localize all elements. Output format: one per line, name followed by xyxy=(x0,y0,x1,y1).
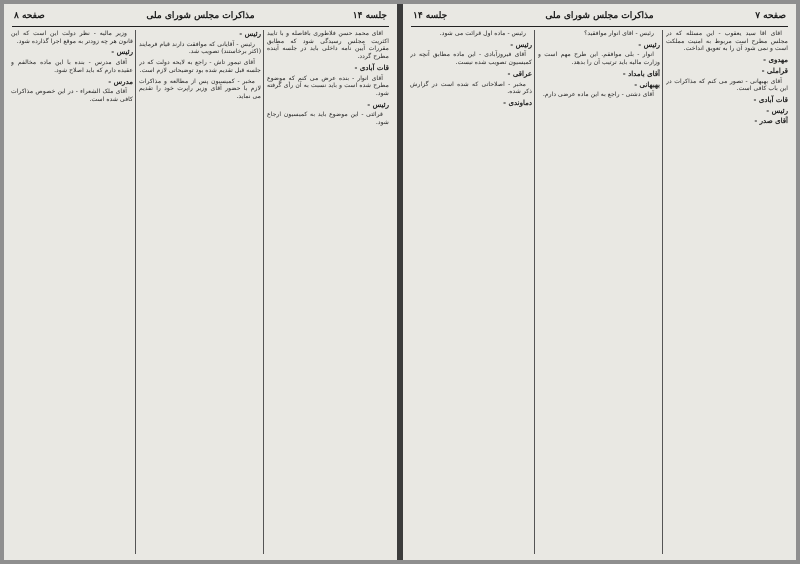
speaker-label: قات آبادی - xyxy=(753,94,788,104)
text-column xyxy=(267,30,389,554)
paragraph: رئیس - آقایانی که موافقت دارند قیام فرمایند (اکثر برخاستند) تصویب شد. xyxy=(139,40,261,56)
columns xyxy=(12,30,389,554)
speaker-label: آقای صدر - xyxy=(754,116,788,126)
paragraph: آقای تیمور تاش - راجع به لایحه دولت که در جلسه قبل تقدیم شده بود توضیحاتی لازم است. xyxy=(139,59,261,74)
header-rule xyxy=(411,26,788,27)
text-column xyxy=(666,30,788,554)
paragraph: وزیر مالیه - نظر دولت این است که این قانون هر چه زودتر به موقع اجرا گذارده شود. xyxy=(11,30,133,45)
page-label: صفحه ۸ xyxy=(14,11,45,21)
speaker-label: رئیس - xyxy=(766,105,788,115)
speaker-label: رئیس - xyxy=(510,39,532,49)
paragraph: مخبر - کمیسیون پس از مطالعه و مذاکرات لازم با حضور آقای وزیر راپرت خود را تقدیم می نماید. xyxy=(139,77,261,100)
speaker-label: بهبهانی - xyxy=(634,79,660,89)
speaker-label: قراملی - xyxy=(761,65,788,75)
header-rule xyxy=(12,26,389,27)
page-header xyxy=(411,10,788,26)
paragraph: آقای بهبهانی - تصور می کنم که مذاکرات در این باب کافی است. xyxy=(666,77,788,93)
speaker-label: رئیس - xyxy=(239,30,261,38)
column-divider xyxy=(662,30,663,554)
left-page xyxy=(4,4,397,560)
paragraph: آقای محمد حسن فلاطوری بافاصله و با تأیید اکثریت مجلس رسیدگی شود که مطابق مقررات آیین نامه داخلی باید در جلسه آینده مطرح گردد. xyxy=(267,30,389,61)
columns xyxy=(411,30,788,554)
paragraph: آقای دشتی - راجع به این ماده عرضی دارم. xyxy=(542,91,654,99)
page-label: صفحه ۷ xyxy=(755,11,786,21)
section-title: مذاکرات مجلس شورای ملی xyxy=(146,11,255,21)
speaker-label: قات آبادی - xyxy=(354,62,389,72)
text-column xyxy=(139,30,261,554)
page-header xyxy=(12,10,389,26)
paragraph: مخبر - اصلاحاتی که شده است در گزارش ذکر شده. xyxy=(410,80,532,96)
column-divider xyxy=(135,30,136,554)
right-page xyxy=(403,4,796,560)
paragraph: رئیس - ماده اول قرائت می شود. xyxy=(439,30,526,37)
column-divider xyxy=(263,30,264,554)
speaker-label: رئیس - xyxy=(367,99,389,109)
speaker-label: رئیس - xyxy=(111,47,133,57)
speaker-label: رئیس - xyxy=(638,39,660,49)
text-column xyxy=(538,30,660,554)
paragraph: آقای انوار - بنده عرض می کنم که موضوع مطرح شده است و باید نسبت به آن رأی گرفته شود. xyxy=(267,74,389,97)
session-label: جلسه ۱۴ xyxy=(352,11,387,21)
paragraph: آقای فیروزآبادی - این ماده مطابق آنچه در کمیسیون تصویب شده نیست. xyxy=(410,51,532,67)
section-title: مذاکرات مجلس شورای ملی xyxy=(545,11,654,21)
speaker-label: مدرس - xyxy=(108,76,133,86)
paragraph: رئیس - آقای انوار موافقید؟ xyxy=(584,30,654,37)
speaker-label: مهدوی - xyxy=(763,55,788,65)
text-column xyxy=(410,30,532,554)
speaker-label: عراقی - xyxy=(507,68,532,78)
paragraph: آقای آقا سید یعقوب - این مسئله که در مجلس مطرح است مربوط به امنیت مملکت است و نمی شود آن را به تعویق انداخت. xyxy=(666,30,788,53)
speaker-label: آقای بامداد - xyxy=(622,68,660,78)
column-divider xyxy=(534,30,535,554)
paragraph: قرائتی - این موضوع باید به کمیسیون ارجاع شود. xyxy=(267,111,389,127)
speaker-label: دماوندی - xyxy=(503,97,532,107)
paragraph: آقای مدرس - بنده با این ماده مخالفم و عقیده دارم که باید اصلاح شود. xyxy=(11,59,133,74)
session-label: جلسه ۱۴ xyxy=(413,11,448,21)
newspaper-spread xyxy=(4,4,796,560)
paragraph: آقای ملک الشعراء - در این خصوص مذاکرات کافی شده است. xyxy=(11,88,133,103)
text-column xyxy=(11,30,133,554)
paragraph: انوار - بلی موافقم. این طرح مهم است و وزارت مالیه باید ترتیب آن را بدهد. xyxy=(538,51,660,67)
